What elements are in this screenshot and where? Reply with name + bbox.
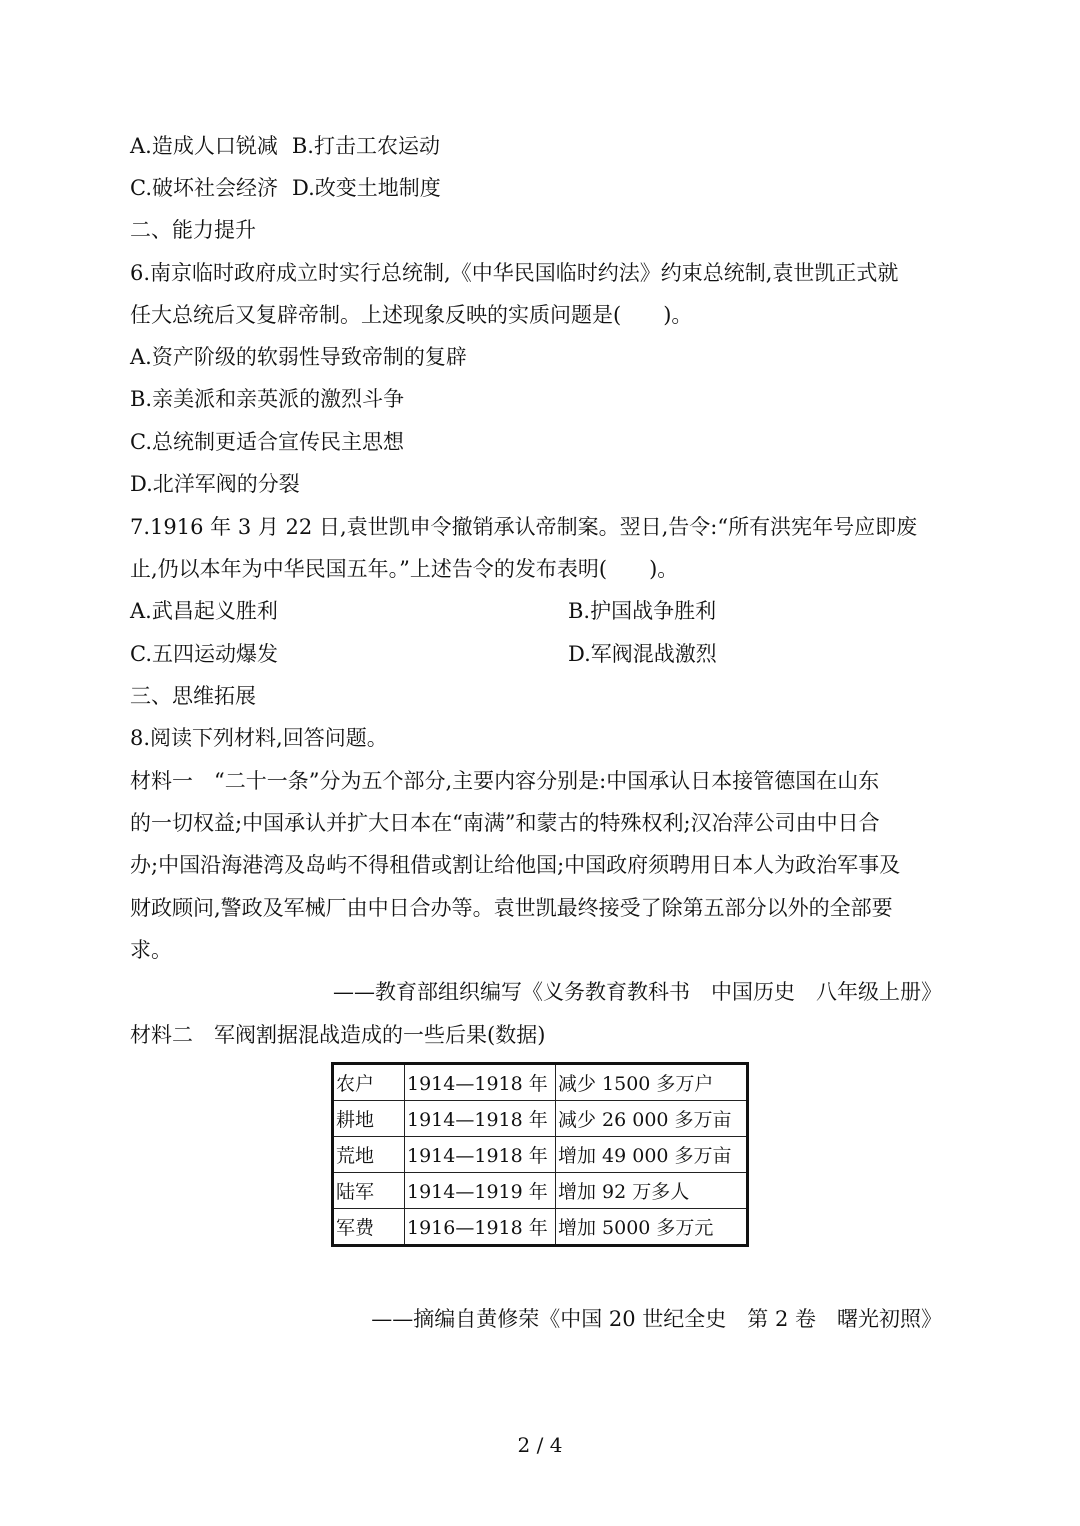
- table-cell: 1914—1918 年: [405, 1101, 556, 1137]
- q5-option-a: A.造成人口锐减: [130, 134, 278, 158]
- q6-option-a: A.资产阶级的软弱性导致帝制的复辟: [130, 345, 467, 369]
- table-row: [333, 1137, 748, 1173]
- q6-option-c: C.总统制更适合宣传民主思想: [130, 430, 404, 454]
- table-row: [333, 1173, 748, 1209]
- table-cell: 耕地: [333, 1101, 405, 1137]
- material2-title: 材料二 军阀割据混战造成的一些后果(数据): [130, 1023, 546, 1047]
- table-cell: 军费: [333, 1209, 405, 1246]
- table-row: [333, 1064, 748, 1101]
- table-cell: 1914—1918 年: [405, 1064, 556, 1101]
- material1-line: 求。: [130, 938, 172, 962]
- q5-option-d: D.改变土地制度: [292, 176, 441, 200]
- q7-option-b: B.护国战争胜利: [568, 599, 717, 623]
- table-cell: 增加 5000 多万元: [556, 1209, 748, 1246]
- table-cell: 陆军: [333, 1173, 405, 1209]
- table-cell: 1916—1918 年: [405, 1209, 556, 1246]
- material1-source: ——教育部组织编写《义务教育教科书 中国历史 八年级上册》: [333, 980, 942, 1004]
- table-cell: 1914—1919 年: [405, 1173, 556, 1209]
- q7-option-a: A.武昌起义胜利: [130, 599, 278, 623]
- q6-option-b: B.亲美派和亲英派的激烈斗争: [130, 387, 405, 411]
- table-row: [333, 1209, 748, 1246]
- q5-options-row2: [130, 173, 441, 203]
- material1-line: 办;中国沿海港湾及岛屿不得租借或割让给他国;中国政府须聘用日本人为政治军事及: [130, 853, 901, 877]
- q7-stem-line2: 止,仍以本年为中华民国五年。”上述告令的发布表明( )。: [130, 557, 679, 581]
- q5-option-b: B.打击工农运动: [291, 134, 440, 158]
- table-cell: 减少 26 000 多万亩: [556, 1101, 748, 1137]
- material2-source: ——摘编自黄修荣《中国 20 世纪全史 第 2 卷 曙光初照》: [371, 1307, 942, 1331]
- consequences-table: [331, 1062, 749, 1247]
- section-heading-thinking: 三、思维拓展: [130, 684, 256, 708]
- page-number: 2 / 4: [517, 1433, 563, 1457]
- table-cell: 荒地: [333, 1137, 405, 1173]
- material1-line: 材料一 “二十一条”分为五个部分,主要内容分别是:中国承认日本接管德国在山东: [130, 769, 880, 793]
- q7-stem-line1: 7.1916 年 3 月 22 日,袁世凯申令撤销承认帝制案。翌日,告令:“所有洪宪年号应即废: [130, 515, 918, 539]
- q5-options-row1: [130, 131, 440, 161]
- table-row: [333, 1101, 748, 1137]
- material1-line: 财政顾问,警政及军械厂由中日合办等。袁世凯最终接受了除第五部分以外的全部要: [130, 896, 893, 920]
- q5-option-c: C.破坏社会经济: [130, 176, 278, 200]
- q7-option-c: C.五四运动爆发: [130, 642, 278, 666]
- table-cell: 1914—1918 年: [405, 1137, 556, 1173]
- q6-stem-line1: 6.南京临时政府成立时实行总统制,《中华民国临时约法》约束总统制,袁世凯正式就: [130, 261, 899, 285]
- table-cell: 减少 1500 多万户: [556, 1064, 748, 1101]
- q6-stem-line2: 任大总统后又复辟帝制。上述现象反映的实质问题是( )。: [130, 303, 693, 327]
- table-cell: 增加 92 万多人: [556, 1173, 748, 1209]
- section-heading-ability: 二、能力提升: [130, 218, 256, 242]
- table-cell: 增加 49 000 多万亩: [556, 1137, 748, 1173]
- material1-line: 的一切权益;中国承认并扩大日本在“南满”和蒙古的特殊权利;汉冶萍公司由中日合: [130, 811, 880, 835]
- q7-option-d: D.军阀混战激烈: [568, 642, 717, 666]
- q7-options-row1: [130, 596, 717, 626]
- q8-prompt: 8.阅读下列材料,回答问题。: [130, 726, 388, 750]
- q7-options-row2: [130, 639, 717, 669]
- q6-option-d: D.北洋军阀的分裂: [130, 472, 300, 496]
- table-cell: 农户: [333, 1064, 405, 1101]
